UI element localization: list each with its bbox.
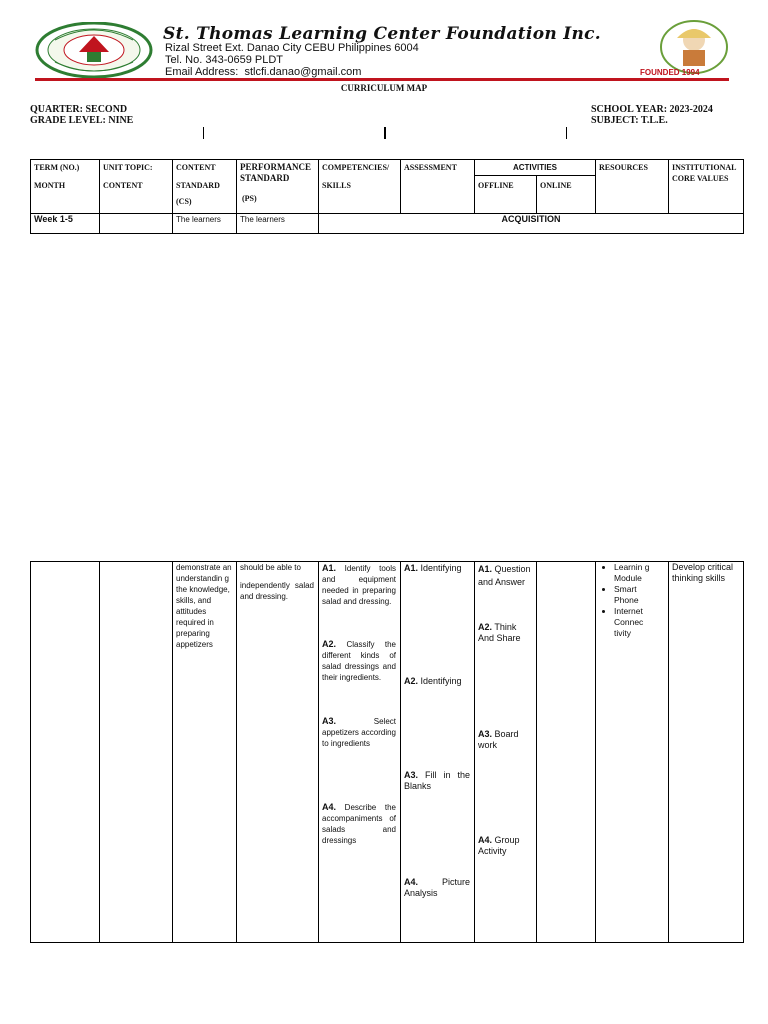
header-month: MONTH (34, 181, 66, 190)
school-year-label: SCHOOL YEAR: 2023-2024 (591, 104, 713, 115)
email-label: Email Address: (165, 66, 239, 78)
resource-item: • Learnin g Module (614, 562, 650, 584)
quarter-label: QUARTER: SECOND (30, 104, 128, 115)
header-competencies: COMPETENCIES/ (322, 163, 390, 172)
grade-level-label: GRADE LEVEL: NINE (30, 115, 134, 126)
assessment-a1: A1. Identifying (404, 563, 462, 573)
founded-year: FOUNDED 1994 (640, 68, 700, 77)
header-content-standard: CONTENT (176, 163, 216, 172)
header-activities: ACTIVITIES (512, 163, 557, 172)
header-resources: RESOURCES (599, 163, 648, 172)
competency-a1: A1. Identify tools and equipment needed in preparing salad and dressing. (322, 563, 396, 606)
header-term: TERM (NO.) (34, 163, 80, 172)
school-name: St. Thomas Learning Center Foundation Inc. (163, 24, 601, 44)
competency-a4: A4. Describe the accompaniments of salads and dressings (322, 802, 396, 845)
header-offline: OFFLINE (478, 181, 514, 190)
content-standard-text: demonstrate an understandin g the knowledge, skills, and attitudes required in preparing appetizers (176, 563, 232, 649)
email-address: stlcfi.danao@gmail.com (244, 66, 362, 78)
school-address: Rizal Street Ext. Danao City CEBU Philippines 6004 (165, 42, 419, 54)
header-assessment: ASSESSMENT (404, 163, 457, 172)
section-acquisition: ACQUISITION (501, 214, 561, 224)
content-standard-start: The learners (176, 215, 221, 224)
header-performance-standard: PERFORMANCE STANDARD (240, 162, 311, 183)
header-performance-standard: (PS) (242, 194, 257, 203)
resource-item: • Internet Connec tivity (614, 606, 650, 639)
assessment-a4: A4. Picture Analysis (404, 877, 470, 898)
header-unit-topic: UNIT TOPIC: (103, 163, 153, 172)
performance-standard-text: independently salad and dressing. (240, 581, 314, 601)
header-online: ONLINE (540, 181, 572, 190)
offline-activity-a3: A3. Board work (478, 729, 519, 750)
offline-activity-a2: A2. Think And Share (478, 622, 521, 643)
school-telephone: Tel. No. 343-0659 PLDT (165, 54, 284, 66)
assessment-a2: A2. Identifying (404, 676, 462, 686)
header-content: CONTENT (103, 181, 143, 190)
document-title: CURRICULUM MAP (340, 83, 428, 93)
performance-standard-start: The learners (240, 215, 285, 224)
core-values-text: Develop critical thinking skills (672, 562, 734, 583)
resource-item: • Smart Phone (614, 584, 650, 606)
assessment-a3: A3. Fill in the Blanks (404, 770, 470, 791)
header-core-values: INSTITUTIONAL CORE VALUES (672, 163, 737, 183)
offline-activity-a4: A4. Group Activity (478, 835, 520, 856)
subject-label: SUBJECT: T.L.E. (591, 115, 668, 126)
week-label: Week 1-5 (34, 214, 73, 224)
header-skills: SKILLS (322, 181, 351, 190)
competency-a3: A3. Select appetizers according to ingredients (322, 716, 396, 748)
resources-list (603, 562, 667, 639)
competency-a2: A2. Classify the different kinds of salad dressings and their ingredients. (322, 639, 396, 682)
header-content-standard: STANDARD (176, 181, 220, 190)
performance-standard-text: should be able to (240, 563, 301, 572)
header-content-standard: (CS) (176, 197, 192, 206)
offline-activity-a1: A1. Question and Answer (478, 564, 531, 587)
